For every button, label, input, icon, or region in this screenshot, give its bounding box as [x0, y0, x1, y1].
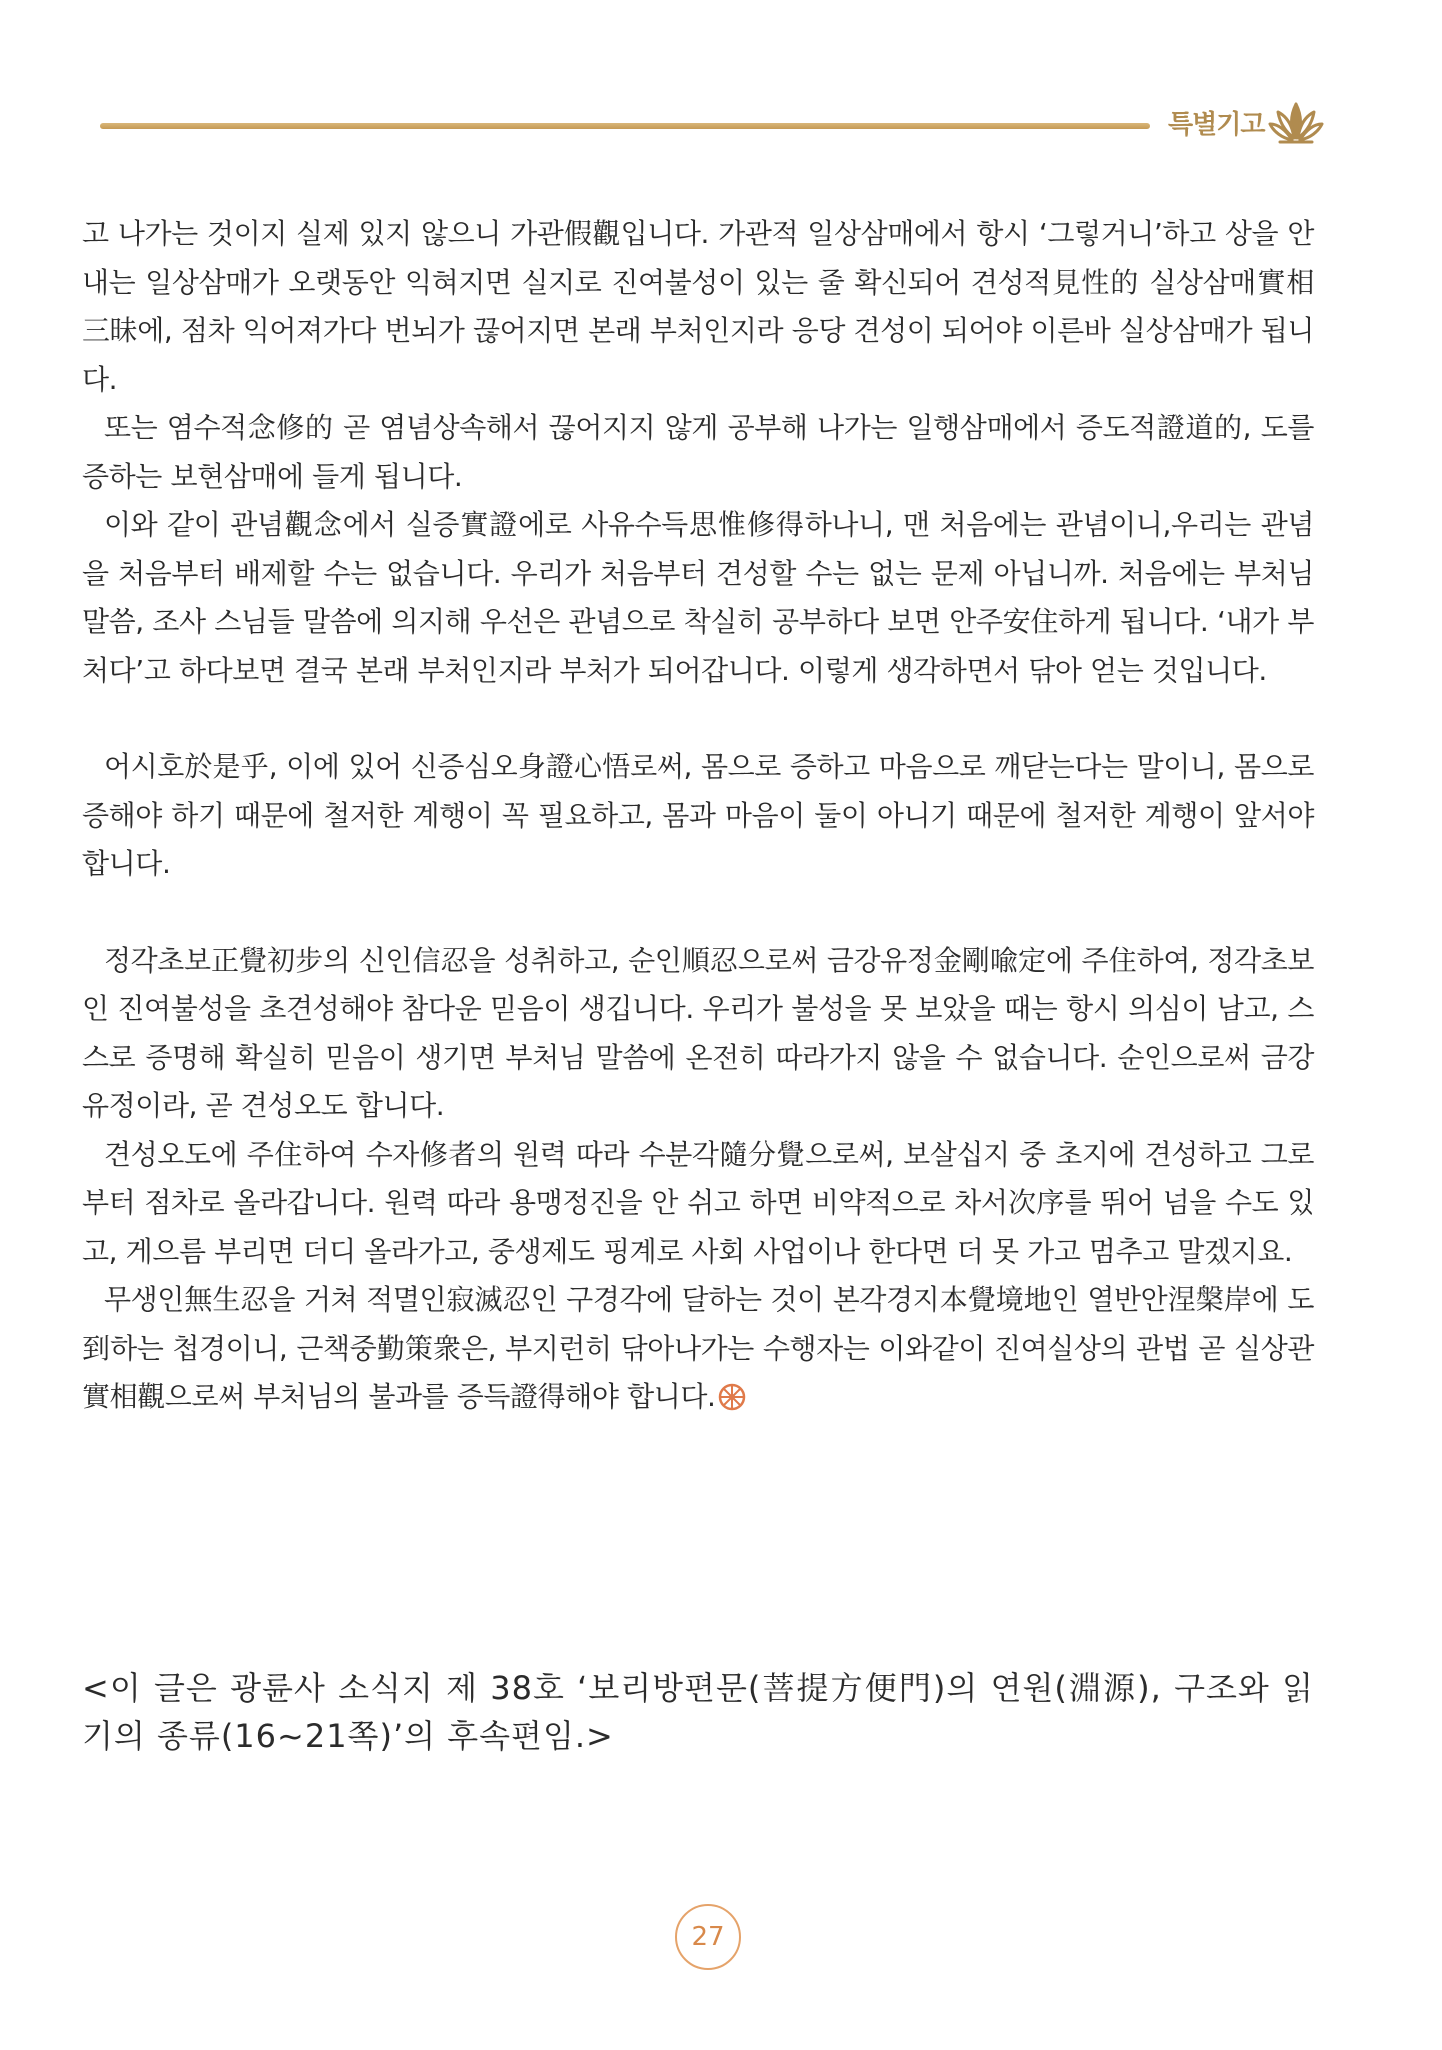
lotus-icon — [1268, 100, 1324, 144]
dharma-wheel-icon — [718, 1383, 746, 1411]
paragraph: 견성오도에 주住하여 수자修者의 원력 따라 수분각隨分覺으로써, 보살십지 중 초지에 견성하고 그로부터 점차로 올라갑니다. 원력 따라 용맹정진을 안 쉬고 하면 비약적으로 차서次序를 뛰어 넘을 수도 있고, 게으름 부리면 더디 올라가고, 중생제도 핑계로 사회 사업이나 한다면 더 못 가고 멈추고 말겠지요. — [82, 1137, 1314, 1268]
section-label: 특별기고 — [1168, 110, 1265, 140]
paragraph: 이와 같이 관념觀念에서 실증實證에로 사유수득思惟修得하나니, 맨 처음에는 관념이니,우리는 관념을 처음부터 배제할 수는 없습니다. 우리가 처음부터 견성할 수는 없는 문제 아닙니까. 처음에는 부처님 말씀, 조사 스님들 말씀에 의지해 우선은 관념으로 착실히 공부하다 보면 안주安住하게 됩니다. ‘내가 부처다’고 하다보면 결국 본래 부처인지라 부처가 되어갑니다. 이렇게 생각하면서 닦아 얻는 것입니다. — [82, 508, 1314, 687]
paragraph: 어시호於是乎, 이에 있어 신증심오身證心悟로써, 몸으로 증하고 마음으로 깨닫는다는 말이니, 몸으로 증해야 하기 때문에 철저한 계행이 꼭 필요하고, 몸과 마음이 둘이 아니기 때문에 철저한 계행이 앞서야 합니다. — [82, 750, 1314, 880]
paragraph: 또는 염수적念修的 곧 염념상속해서 끊어지지 않게 공부해 나가는 일행삼매에서 증도적證道的, 도를 증하는 보현삼매에 들게 됩니다. — [82, 411, 1314, 493]
page-number: 27 — [675, 1904, 741, 1970]
paragraph-text: 무생인無生忍을 거쳐 적멸인寂滅忍인 구경각에 달하는 것이 본각경지本覺境地인 열반안涅槃岸에 도到하는 첩경이니, 근책중勤策衆은, 부지런히 닦아나가는 수행자는 이와같이 진여실상의 관법 곧 실상관實相觀으로써 부처님의 불과를 증득證得해야 합니다. — [82, 1283, 1314, 1413]
footnote — [82, 1664, 1314, 1760]
article-body — [82, 210, 1314, 1422]
paragraph: 고 나가는 것이지 실제 있지 않으니 가관假觀입니다. 가관적 일상삼매에서 항시 ‘그렇거니’하고 상을 안 내는 일상삼매가 오랫동안 익혀지면 실지로 진여불성이 있는 줄 확신되어 견성적見性的 실상삼매實相三昧에, 점차 익어져가다 번뇌가 끊어지면 본래 부처인지라 응당 견성이 되어야 이른바 실상삼매가 됩니다. — [82, 217, 1314, 396]
footnote-text: <이 글은 광륜사 소식지 제 38호 ‘보리방편문(菩提方便門)의 연원(淵源), 구조와 읽기의 종류(16~21쪽)’의 후속편임.> — [82, 1669, 1314, 1755]
paragraph: 정각초보正覺初步의 신인信忍을 성취하고, 순인順忍으로써 금강유정金剛喩定에 주住하여, 정각초보인 진여불성을 초견성해야 참다운 믿음이 생깁니다. 우리가 불성을 못 보았을 때는 항시 의심이 남고, 스스로 증명해 확실히 믿음이 생기면 부처님 말씀에 온전히 따라가지 않을 수 없습니다. 순인으로써 금강유정이라, 곧 견성오도 합니다. — [82, 943, 1314, 1122]
header-divider — [100, 123, 1150, 129]
paragraph-last — [82, 1276, 1314, 1422]
